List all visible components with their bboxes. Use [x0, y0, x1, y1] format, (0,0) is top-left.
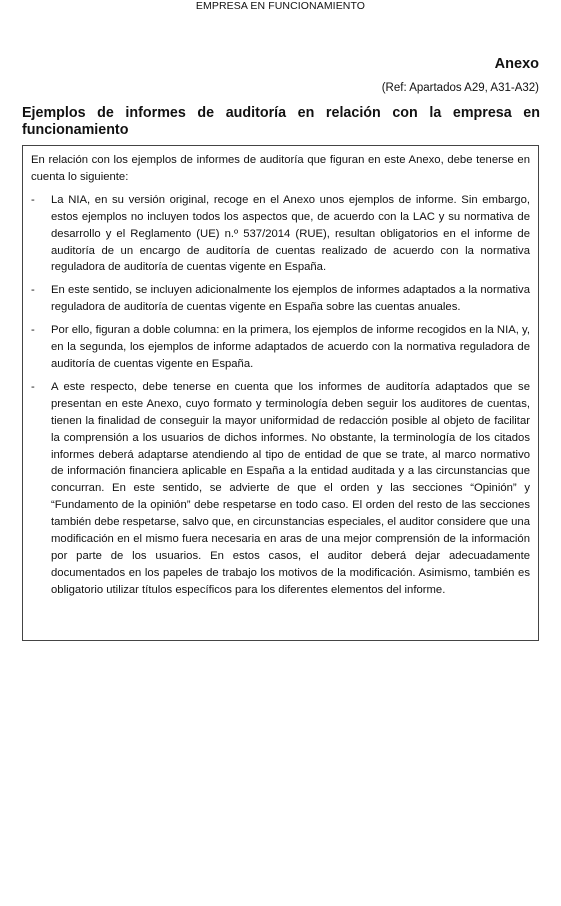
annex-title: Anexo — [494, 56, 539, 72]
notes-box — [22, 145, 539, 641]
annex-reference: (Ref: Apartados A29, A31-A32) — [381, 82, 539, 94]
dash-marker: - — [31, 380, 35, 393]
dash-marker: - — [31, 324, 35, 337]
dash-marker: - — [31, 193, 35, 206]
section-title: Ejemplos de informes de auditoría en relación con la empresa en funcionamiento — [22, 105, 540, 138]
list-item — [31, 282, 530, 316]
list-item-text: La NIA, en su versión original, recoge en el Anexo unos ejemplos de informe. Sin embargo, estos ejemplos no incluyen todos los aspectos que, de acuerdo con la LAC y su normativa de desarrollo y el Reglamento (UE) n.º 537/2014 (RUE), resultan obligatorios en el informe de auditoría de un encargo de auditoría de cuentas realizado de acuerdo con la normativa reguladora de auditoría de cuentas vigente en España. — [51, 193, 530, 274]
notes-list — [31, 192, 530, 599]
list-item-text: En este sentido, se incluyen adicionalmente los ejemplos de informes adaptados a la normativa reguladora de auditoría de cuentas vigente en España sobre las cuentas anuales. — [51, 284, 530, 314]
dash-marker: - — [31, 284, 35, 297]
list-item-text: Por ello, figuran a doble columna: en la primera, los ejemplos de informe recogidos en la NIA, y, en la segunda, los ejemplos de informe adaptados de acuerdo con la normativa reguladora de auditoría de cuentas vigente en España. — [51, 324, 530, 370]
list-item — [31, 379, 530, 599]
running-header: EMPRESA EN FUNCIONAMIENTO — [195, 0, 366, 12]
list-item-text: A este respecto, debe tenerse en cuenta que los informes de auditoría adaptados que se presentan en este Anexo, cuyo formato y terminología deben seguir los auditores de cuentas, tienen la finalidad de conseguir la mayor uniformidad de redacción posible al objeto de facilitar la comprensión a los usuarios de dichos informes. No obstante, la terminología de los citados informes deberá adaptarse atendiendo al tipo de entidad de que se trate, al marco normativo de información financiera aplicable en España a la entidad auditada y a las circunstancias que concurran. En este sentido, se advierte de que el orden y las secciones “Opinión” y “Fundamento de la opinión” debe respetarse en todo caso. El orden del resto de las secciones también debe respetarse, salvo que, en circunstancias especiales, el auditor considere que una modificación en el mismo fuera necesaria en aras de una mejor comprensión de la información por parte de los usuarios. En estos casos, el auditor deberá dejar adecuadamente documentados en los papeles de trabajo los motivos de la modificación. Asimismo, también es obligatorio utilizar títulos específicos para los diferentes elementos del informe. — [51, 380, 530, 596]
notes-intro: En relación con los ejemplos de informes de auditoría que figuran en este Anexo, debe tenerse en cuenta lo siguiente: — [31, 154, 530, 183]
list-item — [31, 192, 530, 277]
list-item — [31, 322, 530, 373]
